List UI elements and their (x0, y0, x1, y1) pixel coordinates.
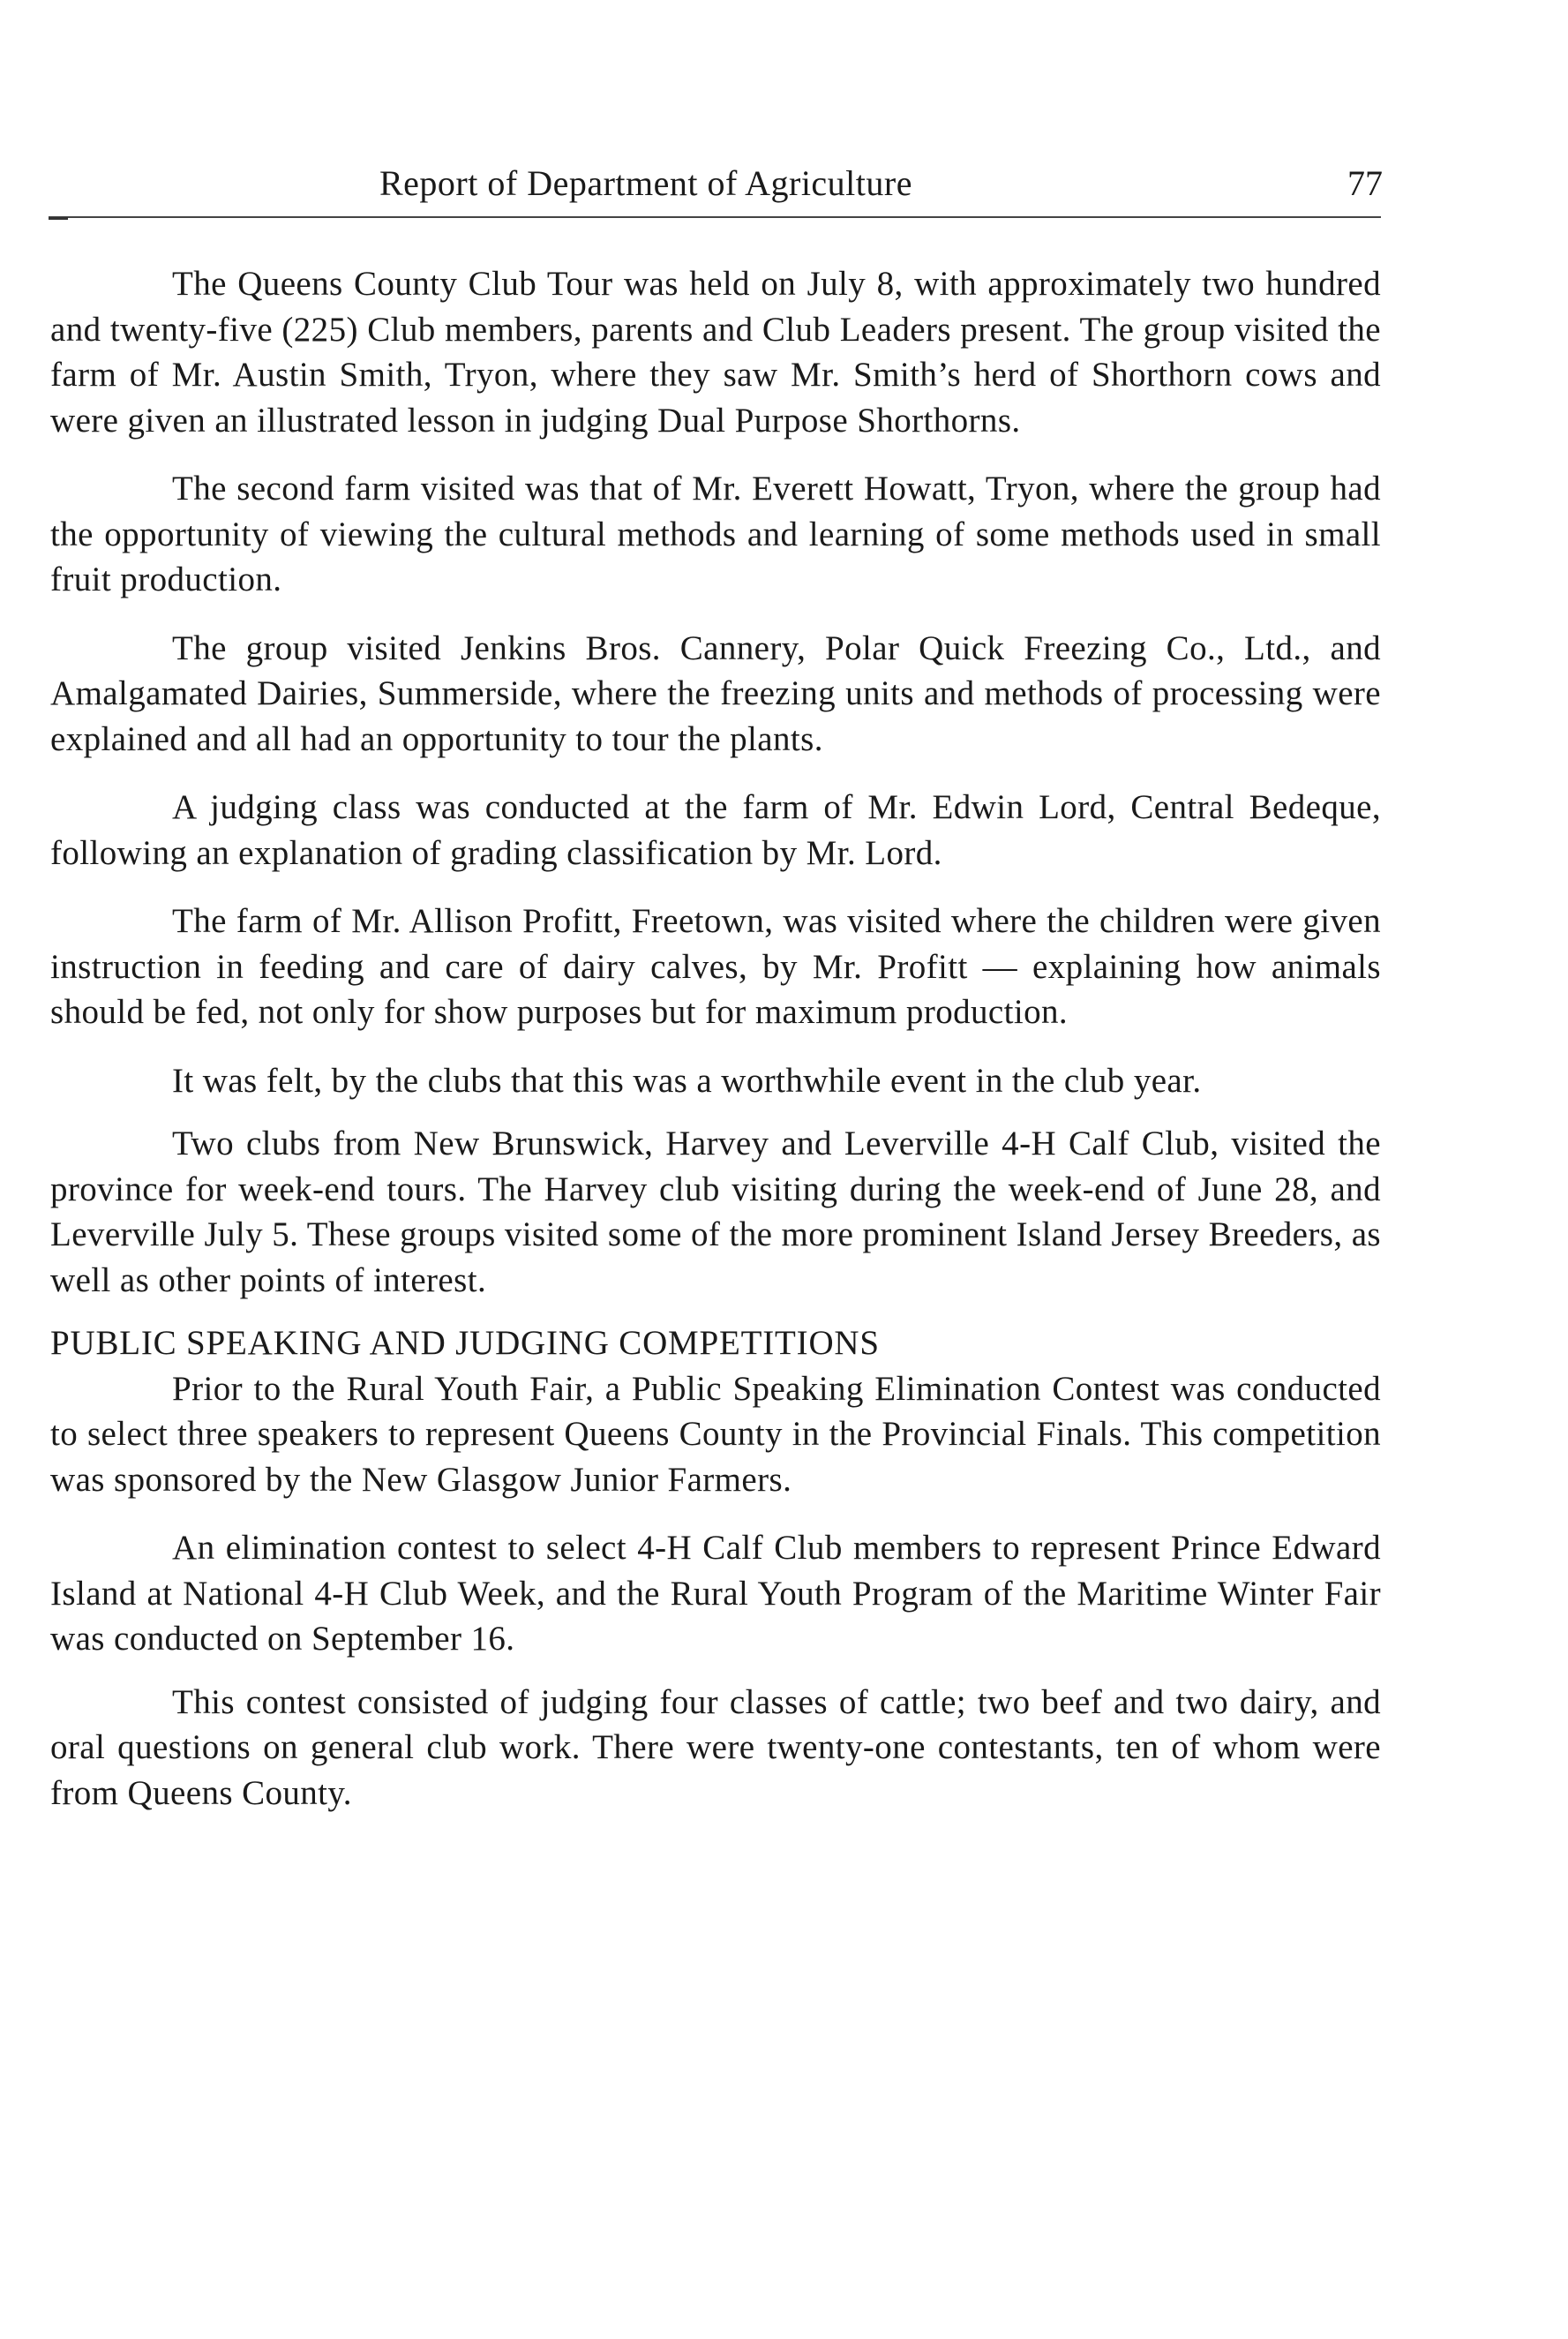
section-heading: PUBLIC SPEAKING AND JUDGING COMPETITIONS (50, 1324, 880, 1362)
paragraph-worthwhile-event: It was felt, by the clubs that this was a worthwhile event in the club year. (172, 1061, 1202, 1100)
running-title: Report of Department of Agriculture (379, 163, 912, 203)
paragraph-public-speaking: Prior to the Rural Youth Fair, a Public Speaking Elimination Contest was conducted to select three speakers to represent Queens County in the Provincial Finals. This competition was sponsored by the New Glasgow Junior Farmers. (50, 1369, 1381, 1499)
page-number: 77 (1347, 163, 1383, 203)
paragraph-second-farm: The second farm visited was that of Mr. Everett Howatt, Tryon, where the group had the opportunity of viewing the cultural methods and learning of some methods used in small fruit production. (50, 470, 1381, 598)
body-text (50, 261, 1381, 1839)
running-header (49, 161, 1383, 214)
header-rule-mark (49, 217, 68, 220)
paragraph-elimination-contest: An elimination contest to select 4-H Calf Club members to represent Prince Edward Island at National 4-H Club Week, and the Rural Youth Program of the Maritime Winter Fair was conducted on September 16. (50, 1529, 1381, 1658)
paragraph-profitt-farm: The farm of Mr. Allison Profitt, Freetown, was visited where the children were given instruction in feeding and care of dairy calves, by Mr. Profitt — explaining how animals should be fed, not only for show purposes but for maximum production. (50, 902, 1381, 1031)
header-rule (49, 216, 1381, 218)
paragraph-new-brunswick-clubs: Two clubs from New Brunswick, Harvey and Leverville 4-H Calf Club, visited the province for week-end tours. The Harvey club visiting during the week-end of June 28, and Leverville July 5. These groups visited some of the more prominent Island Jersey Breeders, as well as other points of interest. (50, 1124, 1381, 1299)
paragraph-contest-details: This contest consisted of judging four classes of cattle; two beef and two dairy, and oral questions on general club work. There were twenty-one contestants, ten of whom were from Queens County. (50, 1682, 1381, 1812)
paragraph-cannery-visit: The group visited Jenkins Bros. Cannery, Polar Quick Freezing Co., Ltd., and Amalgamated Dairies, Summerside, where the freezing units and methods of processing were explained and all had an opportunity to tour the plants. (50, 628, 1381, 758)
paragraph-club-tour: The Queens County Club Tour was held on July 8, with approximately two hundred and twenty-five (225) Club members, parents and Club Leaders present. The group visited the farm of Mr. Austin Smith, Tryon, where they saw Mr. Smith’s herd of Shorthorn cows and were given an illustrated lesson in judging Dual Purpose Shorthorns. (50, 265, 1381, 440)
paragraph-judging-class: A judging class was conducted at the farm of Mr. Edwin Lord, Central Bedeque, following an explanation of grading classification by Mr. Lord. (50, 788, 1381, 872)
